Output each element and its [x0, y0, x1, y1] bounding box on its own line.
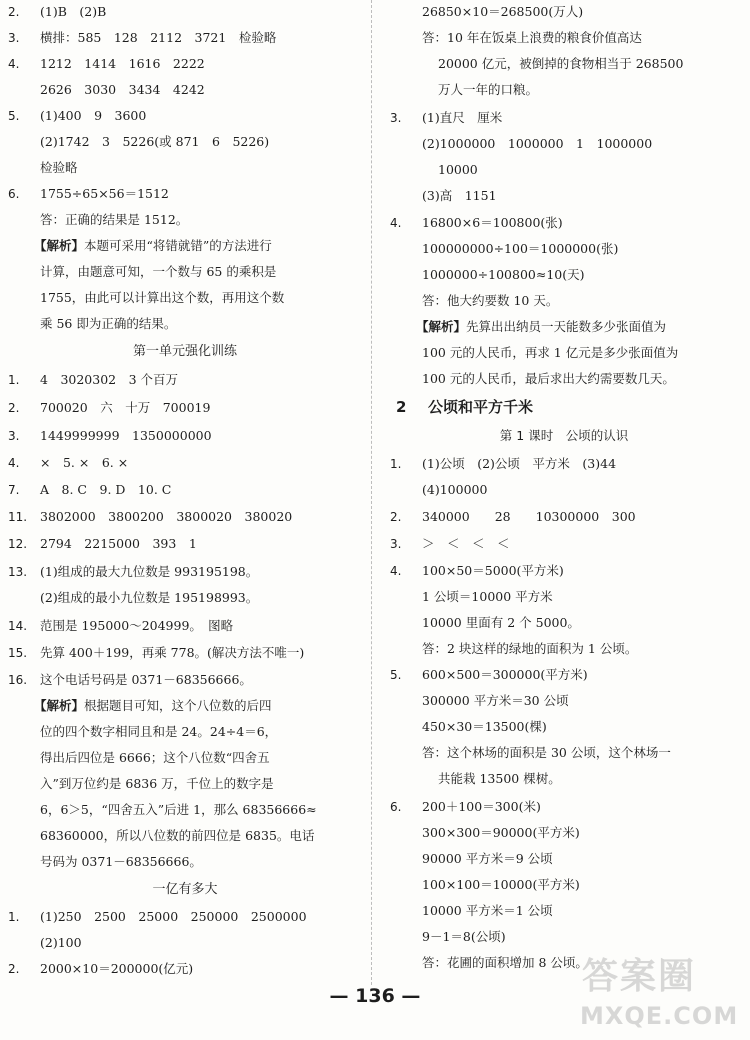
answer-content: 答：花圃的面积增加 8 公顷。 — [422, 955, 588, 970]
answer-text — [422, 745, 671, 761]
answer-content: 6，6＞5，“四舍五入”后进 1，那么 68356666≈ — [40, 802, 317, 817]
answer-text — [40, 186, 169, 202]
answer-content: ＞ ＜ ＜ ＜ — [422, 536, 510, 551]
question-number: 3. — [8, 31, 20, 45]
answer-content: 答：2 块这样的绿地的面积为 1 公顷。 — [422, 641, 638, 656]
question-number: 5. — [390, 668, 402, 682]
page-number: — 136 — — [329, 985, 421, 1007]
answer-text — [422, 929, 506, 945]
answer-text — [422, 903, 553, 919]
answer-content: 先算出出纳员一天能数多少张面值为 — [466, 319, 667, 334]
answer-text — [40, 724, 277, 740]
chapter-title: 公顷和平方千米 — [428, 398, 534, 416]
question-number: 1. — [390, 457, 402, 471]
answer-content: 300000 平方米＝30 公顷 — [422, 693, 569, 708]
answer-content: 1755÷65×56＝1512 — [40, 186, 169, 201]
answer-content: 200＋100＝300(米) — [422, 799, 541, 814]
answer-content: (2)100 — [40, 935, 82, 950]
answer-text — [438, 82, 538, 98]
answer-content: 340000 28 10300000 300 — [422, 509, 636, 524]
answer-text — [422, 267, 585, 283]
answer-text — [40, 935, 82, 951]
answer-content: 1 公顷＝10000 平方米 — [422, 589, 553, 604]
answer-content: 得出后四位是 6666；这个八位数“四舍五 — [40, 750, 270, 765]
answer-text — [422, 293, 558, 309]
answer-content: 100×50＝5000(平方米) — [422, 563, 564, 578]
answer-content: 68360000，所以八位数的前四位是 6835。电话 — [40, 828, 315, 843]
answer-text — [422, 110, 502, 126]
answer-content: (1)直尺 厘米 — [422, 110, 503, 125]
section-heading: 第一单元强化训练 — [132, 344, 237, 359]
answer-content: (1)400 9 3600 — [40, 108, 147, 123]
question-number: 1. — [8, 373, 20, 387]
answer-content: A 8. C 9. D 10. C — [40, 482, 172, 497]
answer-text — [422, 30, 642, 46]
question-number: 4. — [390, 216, 402, 230]
question-number: 2. — [8, 401, 20, 415]
answer-text — [40, 316, 176, 332]
answer-text — [422, 825, 580, 841]
answer-text — [422, 371, 675, 387]
answer-text — [438, 56, 683, 72]
analysis-tag: 【解析】 — [416, 319, 467, 334]
answer-content: (1)250 2500 25000 250000 2500000 — [40, 909, 307, 924]
answer-content: 答：正确的结果是 1512。 — [40, 212, 189, 227]
answer-text — [40, 776, 274, 792]
question-number: 2. — [8, 5, 20, 19]
answer-text — [422, 799, 541, 815]
question-number: 13. — [8, 565, 28, 579]
answer-content: 乘 56 即为正确的结果。 — [40, 316, 177, 331]
answer-content: 4 3020302 3 个百万 — [40, 372, 179, 387]
question-number: 4. — [390, 564, 402, 578]
answer-text — [40, 961, 193, 977]
answer-text — [422, 536, 510, 552]
question-number: 6. — [390, 800, 402, 814]
section-heading: 一亿有多大 — [152, 882, 218, 897]
answer-text — [422, 955, 588, 971]
answer-content: 10000 — [438, 162, 478, 177]
analysis-tag: 【解析】 — [34, 238, 85, 253]
answer-text — [40, 56, 205, 72]
answer-content: 根据题目可知，这个八位数的后四 — [84, 698, 272, 713]
answer-content: 答：他大约要数 10 天。 — [422, 293, 559, 308]
answer-text — [422, 851, 553, 867]
answer-content: 2000×10＝200000(亿元) — [40, 961, 194, 976]
answer-content: 位的四个数字相同且和是 24。24÷4＝6， — [40, 724, 278, 739]
answer-content: 100 元的人民币，再求 1 亿元是多少张面值为 — [422, 345, 679, 360]
answer-text — [40, 564, 258, 580]
answer-content: 万人一年的口粮。 — [438, 82, 539, 97]
answer-content: 本题可采用“将错就错”的方法进行 — [84, 238, 272, 253]
answer-text — [438, 162, 478, 178]
answer-text — [422, 641, 637, 657]
answer-content: 这个电话号码是 0371－68356666。 — [40, 672, 252, 687]
answer-text — [422, 456, 616, 472]
answer-content: 100 元的人民币，最后求出大约需要数几天。 — [422, 371, 675, 386]
answer-text — [422, 693, 569, 709]
answer-content: 700020 六 十万 700019 — [40, 400, 211, 415]
question-number: 1. — [8, 910, 20, 924]
answer-content: 9－1＝8(公顷) — [422, 929, 506, 944]
answer-content: 检验略 — [40, 160, 78, 175]
answer-content: 100×100＝10000(平方米) — [422, 877, 580, 892]
answer-text — [422, 719, 547, 735]
answer-text — [422, 615, 580, 631]
column-divider — [371, 0, 372, 985]
answer-content: 1449999999 1350000000 — [40, 428, 212, 443]
answer-content: 1212 1414 1616 2222 — [40, 56, 205, 71]
question-number: 2. — [8, 962, 20, 976]
answer-text — [40, 82, 205, 98]
watermark-text: 答案圈 — [582, 956, 697, 997]
answer-content: 答：10 年在饭桌上浪费的粮食价值高达 — [422, 30, 642, 45]
answer-content: 号码为 0371－68356666。 — [40, 854, 202, 869]
answer-content: (1)B (2)B — [40, 4, 107, 19]
question-number: 5. — [8, 109, 20, 123]
question-number: 16. — [8, 673, 28, 687]
answer-text — [40, 290, 284, 306]
answer-text — [40, 672, 252, 688]
question-number: 2. — [390, 510, 402, 524]
answer-text — [422, 482, 487, 498]
answer-text — [40, 428, 212, 444]
answer-content: 先算 400＋199，再乘 778。(解决方法不唯一) — [40, 645, 305, 660]
answer-text — [40, 30, 276, 46]
answer-content: (4)100000 — [422, 482, 488, 497]
answer-content: 3802000 3800200 3800020 380020 — [40, 509, 293, 524]
question-number: 12. — [8, 537, 28, 551]
answer-text — [422, 589, 553, 605]
analysis-tag: 【解析】 — [34, 698, 85, 713]
answer-content: 90000 平方米＝9 公顷 — [422, 851, 553, 866]
answer-content: 600×500＝300000(平方米) — [422, 667, 588, 682]
answer-text — [422, 345, 678, 361]
answer-text — [40, 590, 258, 606]
answer-content: (2)组成的最小九位数是 195198993。 — [40, 590, 259, 605]
answer-content: (1)组成的最大九位数是 993195198。 — [40, 564, 259, 579]
answer-text — [422, 509, 636, 525]
answer-text — [40, 828, 314, 844]
answer-content: 10000 平方米＝1 公顷 — [422, 903, 553, 918]
answer-content: 范围是 195000～204999。 图略 — [40, 618, 234, 633]
answer-text — [40, 400, 210, 416]
watermark-url: MXQE.COM — [580, 1002, 739, 1030]
question-number: 4. — [8, 57, 20, 71]
answer-content: 100000000÷100＝1000000(张) — [422, 241, 619, 256]
answer-text — [40, 909, 307, 925]
answer-text — [40, 802, 317, 818]
answer-text — [40, 264, 276, 280]
answer-content: 1000000÷100800≈10(天) — [422, 267, 585, 282]
answer-text — [422, 215, 563, 231]
answer-content: 答：这个林场的面积是 30 公顷，这个林场一 — [422, 745, 671, 760]
answer-content: 计算，由题意可知，一个数与 65 的乘积是 — [40, 264, 277, 279]
chapter-heading — [396, 398, 533, 416]
answer-content: 1755，由此可以计算出这个数，再用这个数 — [40, 290, 285, 305]
answer-text — [40, 750, 270, 766]
answer-content: 16800×6＝100800(张) — [422, 215, 563, 230]
question-number: 3. — [390, 537, 402, 551]
answer-text — [34, 698, 272, 714]
question-number: 11. — [8, 510, 28, 524]
answer-text — [40, 455, 128, 471]
answer-text — [422, 563, 564, 579]
answer-content: 450×30＝13500(棵) — [422, 719, 547, 734]
answer-content: 共能栽 13500 棵树。 — [438, 771, 561, 786]
answer-text — [438, 771, 561, 787]
answer-text — [422, 4, 583, 20]
question-number: 6. — [8, 187, 20, 201]
answer-content: 10000 里面有 2 个 5000。 — [422, 615, 580, 630]
answer-content: (2)1742 3 5226(或 871 6 5226) — [40, 134, 270, 149]
answer-content: 20000 亿元，被倒掉的食物相当于 268500 — [438, 56, 684, 71]
answer-content: 入”到万位约是 6836 万，千位上的数字是 — [40, 776, 274, 791]
answer-content: 300×300＝90000(平方米) — [422, 825, 580, 840]
answer-text — [422, 188, 497, 204]
section-heading: 第 1 课时 公顷的认识 — [499, 428, 629, 443]
answer-text — [40, 134, 269, 150]
question-number: 4. — [8, 456, 20, 470]
answer-content: 2626 3030 3434 4242 — [40, 82, 205, 97]
answer-text — [40, 536, 197, 552]
chapter-number: 2 — [396, 398, 407, 416]
answer-content: 横排：585 128 2112 3721 检验略 — [40, 30, 277, 45]
answer-content: (1)公顷 (2)公顷 平方米 (3)44 — [422, 456, 617, 471]
answer-text — [416, 319, 666, 335]
answer-content: × 5. × 6. × — [40, 455, 129, 470]
question-number: 15. — [8, 646, 28, 660]
answer-content: 2794 2215000 393 1 — [40, 536, 197, 551]
answer-text — [40, 509, 292, 525]
answer-text — [40, 645, 304, 661]
answer-text — [40, 4, 106, 20]
answer-text — [422, 667, 588, 683]
answer-text — [40, 618, 233, 634]
answer-text — [40, 212, 188, 228]
question-number: 3. — [390, 111, 402, 125]
question-number: 14. — [8, 619, 28, 633]
answer-text — [40, 108, 146, 124]
answer-content: 26850×10＝268500(万人) — [422, 4, 584, 19]
answer-text — [422, 241, 618, 257]
answer-text — [422, 877, 580, 893]
answer-text — [40, 372, 178, 388]
answer-content: (2)1000000 1000000 1 1000000 — [422, 136, 653, 151]
answer-text — [40, 854, 202, 870]
answer-content: (3)高 1151 — [422, 188, 497, 203]
answer-text — [422, 136, 652, 152]
answer-text — [40, 160, 78, 176]
question-number: 7. — [8, 483, 20, 497]
answer-text — [40, 482, 171, 498]
question-number: 3. — [8, 429, 20, 443]
answer-text — [34, 238, 272, 254]
